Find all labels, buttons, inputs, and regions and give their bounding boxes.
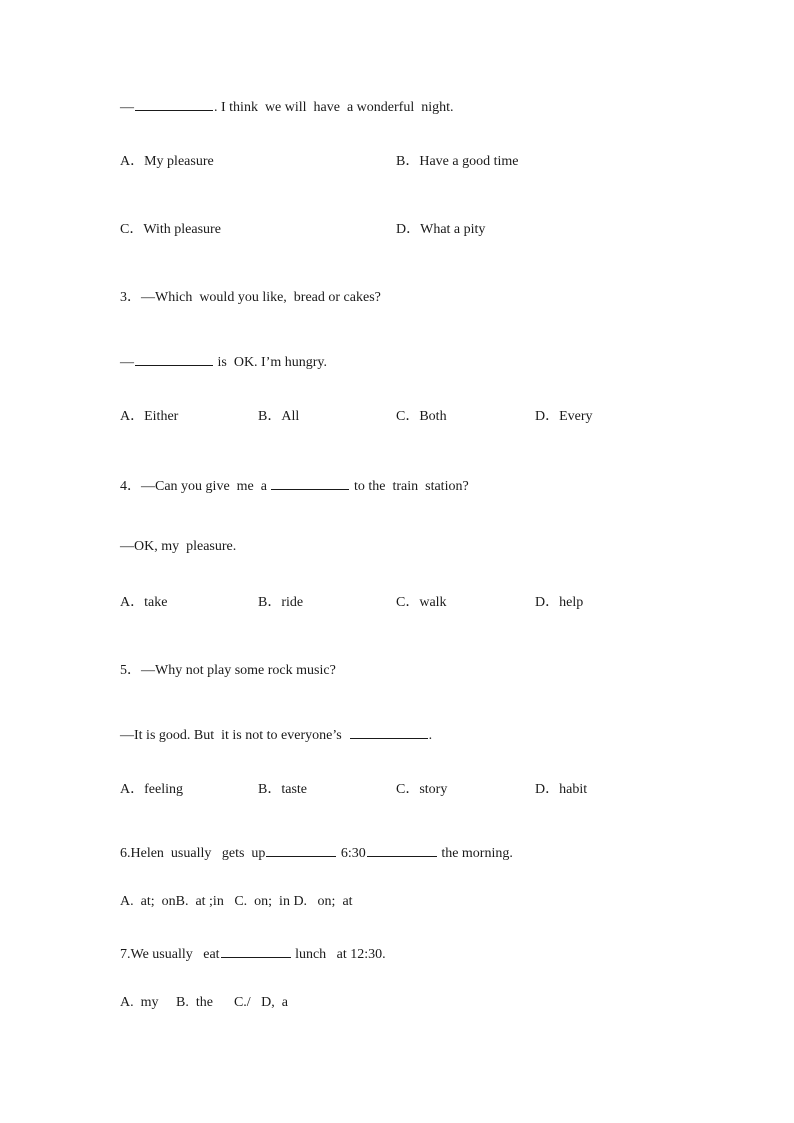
q7-options[interactable]: A. my B. the C./ D, a (120, 995, 288, 1010)
q4-option-c[interactable]: C．walk (396, 595, 447, 610)
q4-question-start: 4．—Can you give me a (120, 479, 271, 494)
q2-dash: — (120, 100, 134, 115)
q6-text-3: the morning. (437, 846, 513, 861)
q5-answer-line (120, 725, 432, 745)
answer-blank[interactable] (367, 843, 437, 857)
q6-text-2: 6:30 (337, 846, 366, 861)
q4-question (120, 476, 469, 496)
answer-blank[interactable] (135, 352, 213, 366)
q4-option-b[interactable]: B．ride (258, 595, 304, 610)
answer-blank[interactable] (350, 725, 428, 739)
q2-option-c[interactable]: C．With pleasure (120, 222, 221, 237)
q7-question (120, 944, 386, 964)
q2-answer-text: . I think we will have a wonderful night. (214, 100, 454, 115)
q3-dash: — (120, 355, 134, 370)
q2-answer-line (120, 97, 454, 117)
answer-blank[interactable] (266, 843, 336, 857)
q4-answer: —OK, my pleasure. (120, 539, 237, 554)
q3-option-c[interactable]: C．Both (396, 409, 447, 424)
q6-options[interactable]: A. at; onB. at ;in C. on; in D. on; at (120, 894, 353, 909)
answer-blank[interactable] (221, 944, 291, 958)
q5-option-c[interactable]: C．story (396, 782, 448, 797)
q7-text-1: 7.We usually eat (120, 947, 220, 962)
q3-option-a[interactable]: A．Either (120, 409, 179, 424)
q4-option-a[interactable]: A．take (120, 595, 168, 610)
q3-option-d[interactable]: D．Every (535, 409, 593, 424)
q4-question-end: to the train station? (350, 479, 469, 494)
q6-text-1: 6.Helen usually gets up (120, 846, 266, 861)
answer-blank[interactable] (135, 97, 213, 111)
q5-option-d[interactable]: D．habit (535, 782, 588, 797)
q3-option-b[interactable]: B．All (258, 409, 300, 424)
q4-option-d[interactable]: D．help (535, 595, 584, 610)
q7-text-2: lunch at 12:30. (291, 947, 386, 962)
q5-question: 5．—Why not play some rock music? (120, 663, 336, 678)
answer-blank[interactable] (271, 476, 349, 490)
q5-period: . (428, 728, 433, 743)
q3-answer-line (120, 352, 327, 372)
q5-option-b[interactable]: B．taste (258, 782, 307, 797)
q2-option-b[interactable]: B．Have a good time (396, 154, 519, 169)
q3-question: 3．—Which would you like, bread or cakes? (120, 290, 381, 305)
q2-option-a[interactable]: A．My pleasure (120, 154, 214, 169)
q2-option-d[interactable]: D．What a pity (396, 222, 486, 237)
q6-question (120, 843, 513, 863)
q5-option-a[interactable]: A．feeling (120, 782, 183, 797)
q5-answer-text: —It is good. But it is not to everyone’s (120, 728, 349, 743)
q3-answer-text: is OK. I’m hungry. (214, 355, 328, 370)
